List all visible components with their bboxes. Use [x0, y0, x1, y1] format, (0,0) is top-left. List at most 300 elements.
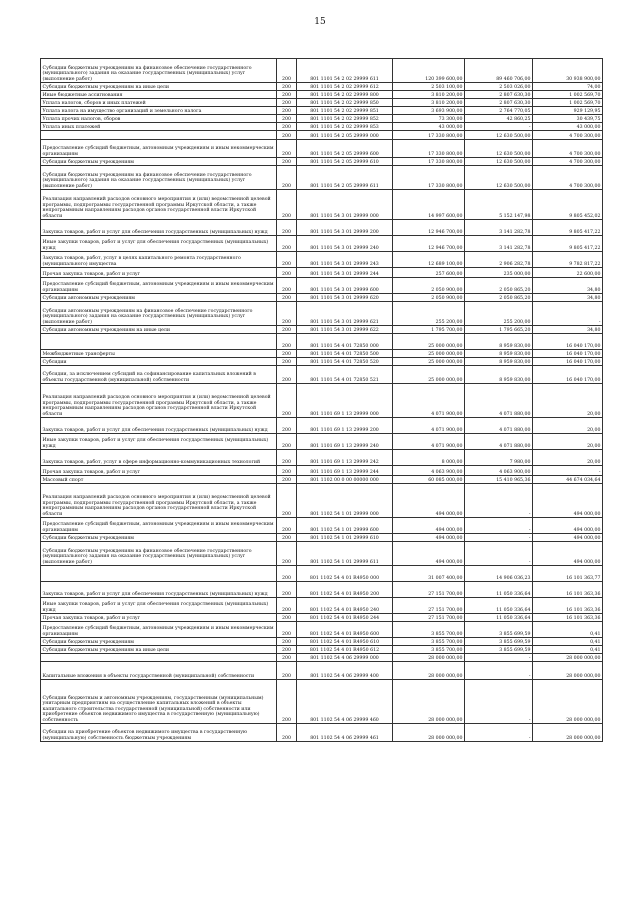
cell-name: Иные закупки товаров, работ и услуг для обеспечения государственных (муниципальных) нужд — [41, 434, 277, 450]
cell-plan: 4 063 900,00 — [393, 466, 465, 476]
cell-remainder: 494 000,00 — [533, 534, 603, 542]
cell-remainder: 34,80 — [533, 278, 603, 294]
cell-code: 200 — [277, 166, 297, 190]
cell-remainder: 22 600,00 — [533, 268, 603, 278]
cell-kbk: 801 1102 54 4 06 29999 460 — [297, 680, 393, 724]
table-row — [41, 566, 603, 582]
cell-remainder: 16 040 170,00 — [533, 350, 603, 358]
cell-code: 200 — [277, 302, 297, 326]
cell-name: Субсидии бюджетным учреждениям — [41, 534, 277, 542]
cell-code: 200 — [277, 115, 297, 123]
cell-code: 200 — [277, 236, 297, 252]
cell-remainder: 4 700 300,00 — [533, 158, 603, 166]
cell-fact: 8 959 830,00 — [465, 366, 533, 384]
cell-remainder: 20,00 — [533, 418, 603, 434]
table-row — [41, 123, 603, 131]
cell-kbk: 801 1102 54 1 01 29999 610 — [297, 534, 393, 542]
cell-plan: 494 000,00 — [393, 534, 465, 542]
cell-kbk: 801 1102 54 4 01 R4950 600 — [297, 622, 393, 638]
cell-kbk: 801 1101 54 2 02 29999 853 — [297, 123, 393, 131]
cell-name: Субсидии — [41, 358, 277, 366]
cell-remainder: 20,00 — [533, 450, 603, 466]
table-row — [41, 466, 603, 476]
cell-plan: 25 000 000,00 — [393, 334, 465, 350]
cell-remainder: 494 000,00 — [533, 484, 603, 518]
cell-plan: 28 000 000,00 — [393, 680, 465, 724]
cell-remainder: 34,80 — [533, 294, 603, 302]
cell-fact: 3 855 699,59 — [465, 638, 533, 646]
cell-code: 200 — [277, 518, 297, 534]
cell-kbk: 801 1101 54 2 05 29999 610 — [297, 158, 393, 166]
cell-code: 200 — [277, 350, 297, 358]
cell-plan: 4 071 900,00 — [393, 418, 465, 434]
cell-remainder: 9 805 417,22 — [533, 236, 603, 252]
cell-remainder: 28 000 000,00 — [533, 724, 603, 742]
cell-name: Уплата прочих налогов, сборов — [41, 115, 277, 123]
cell-fact: 4 071 880,00 — [465, 384, 533, 418]
cell-fact: 11 050 336,64 — [465, 598, 533, 614]
cell-remainder: 16 101 363,36 — [533, 614, 603, 622]
cell-code: 200 — [277, 646, 297, 654]
cell-code: 200 — [277, 358, 297, 366]
cell-plan: 31 007 400,00 — [393, 566, 465, 582]
cell-plan: 25 000 000,00 — [393, 350, 465, 358]
cell-code: 200 — [277, 598, 297, 614]
cell-code: 200 — [277, 91, 297, 99]
cell-fact: 4 063 900,00 — [465, 466, 533, 476]
cell-kbk: 801 1102 54 4 06 29999 000 — [297, 654, 393, 662]
cell-kbk: 801 1101 69 1 13 29999 200 — [297, 418, 393, 434]
cell-fact: 235 000,00 — [465, 268, 533, 278]
table-row — [41, 680, 603, 724]
cell-remainder: 16 101 363,36 — [533, 582, 603, 598]
table-row — [41, 131, 603, 140]
cell-fact: - — [465, 534, 533, 542]
cell-name: Предоставление субсидий бюджетным, автономным учреждениям и иным некоммерческим организациям — [41, 140, 277, 158]
cell-name — [41, 131, 277, 140]
cell-name: Межбюджетные трансферты — [41, 350, 277, 358]
table-row — [41, 622, 603, 638]
cell-fact: 15 410 965,36 — [465, 476, 533, 484]
cell-name: Субсидии автономным учреждениям на финансовое обеспечение государственного (муниципального) задания на оказание государственных (муниципальных) услуг (выполнение работ) — [41, 302, 277, 326]
cell-kbk: 801 1102 54 1 01 29999 600 — [297, 518, 393, 534]
cell-kbk: 801 1102 54 4 01 R4950 000 — [297, 566, 393, 582]
table-row — [41, 294, 603, 302]
cell-kbk: 801 1102 54 4 06 29999 400 — [297, 662, 393, 680]
table-row — [41, 384, 603, 418]
cell-name: Субсидии бюджетным учреждениям на иные цели — [41, 83, 277, 91]
cell-code: 200 — [277, 278, 297, 294]
cell-code: 200 — [277, 326, 297, 334]
cell-remainder: 1 002 569,70 — [533, 91, 603, 99]
cell-name: Субсидии на приобретение объектов недвижимого имущества в государственную (муниципальную) собственность бюджетным учреждениям — [41, 724, 277, 742]
cell-name: Иные бюджетные ассигнования — [41, 91, 277, 99]
cell-kbk: 801 1101 54 2 02 29999 850 — [297, 99, 393, 107]
cell-fact: - — [465, 680, 533, 724]
cell-name — [41, 334, 277, 350]
table-body — [41, 59, 603, 742]
table-row — [41, 158, 603, 166]
cell-fact: 3 855 699,59 — [465, 646, 533, 654]
cell-fact: - — [465, 542, 533, 566]
cell-kbk: 801 1101 54 3 01 29999 000 — [297, 190, 393, 220]
cell-remainder: 4 700 300,00 — [533, 140, 603, 158]
cell-name: Массовый спорт — [41, 476, 277, 484]
cell-kbk: 801 1101 54 3 01 29999 243 — [297, 252, 393, 268]
cell-kbk: 801 1101 54 4 01 72850 500 — [297, 350, 393, 358]
table-row — [41, 166, 603, 190]
cell-remainder: 494 000,00 — [533, 518, 603, 534]
table-row — [41, 582, 603, 598]
cell-remainder: 16 101 363,77 — [533, 566, 603, 582]
cell-code: 200 — [277, 638, 297, 646]
table-row — [41, 724, 603, 742]
cell-kbk: 801 1101 54 3 01 29999 620 — [297, 294, 393, 302]
cell-remainder: 74,00 — [533, 83, 603, 91]
cell-plan: 2 050 900,00 — [393, 294, 465, 302]
cell-remainder: 0,41 — [533, 622, 603, 638]
table-row — [41, 518, 603, 534]
table-row — [41, 542, 603, 566]
cell-kbk: 801 1102 00 0 00 00000 000 — [297, 476, 393, 484]
cell-code: 200 — [277, 107, 297, 115]
cell-remainder: 16 040 170,00 — [533, 366, 603, 384]
cell-name: Иные закупки товаров, работ и услуг для обеспечения государственных (муниципальных) нужд — [41, 236, 277, 252]
cell-kbk: 801 1101 54 4 01 72850 521 — [297, 366, 393, 384]
cell-plan: 17 330 800,00 — [393, 158, 465, 166]
cell-name: Уплата налогов, сборов и иных платежей — [41, 99, 277, 107]
cell-plan: 28 000 000,00 — [393, 724, 465, 742]
cell-name: Иные закупки товаров, работ и услуг для обеспечения государственных (муниципальных) нужд — [41, 598, 277, 614]
cell-kbk: 801 1102 54 4 06 29999 461 — [297, 724, 393, 742]
cell-kbk: 801 1101 54 4 01 72850 520 — [297, 358, 393, 366]
cell-remainder: 20,00 — [533, 434, 603, 450]
cell-fact: 3 141 282,78 — [465, 220, 533, 236]
cell-plan: 28 000 000,00 — [393, 662, 465, 680]
table-row — [41, 220, 603, 236]
cell-plan: 8 000,00 — [393, 450, 465, 466]
cell-name: Предоставление субсидий бюджетным, автономным учреждениям и иным некоммерческим организациям — [41, 518, 277, 534]
cell-name: Уплата налога на имущество организаций и земельного налога — [41, 107, 277, 115]
cell-name: Закупка товаров, работ и услуг для обеспечения государственных (муниципальных) нужд — [41, 418, 277, 434]
cell-kbk: 801 1101 69 1 13 29999 242 — [297, 450, 393, 466]
cell-remainder: 34,80 — [533, 326, 603, 334]
cell-remainder: 44 674 034,64 — [533, 476, 603, 484]
cell-code: 200 — [277, 662, 297, 680]
cell-kbk: 801 1101 54 2 05 29999 000 — [297, 131, 393, 140]
cell-kbk: 801 1101 54 2 02 29999 800 — [297, 91, 393, 99]
table-row — [41, 190, 603, 220]
cell-name: Субсидии бюджетным и автономным учреждениям, государственным (муниципальным) унитарным предприятиям на осуществление капитальных вложений в объекты капитального строительства государственной (муниципальной) собственности или приобретение объектов недвижимого имущества в государственную (муниципальную) собственность — [41, 680, 277, 724]
cell-fact: 4 071 880,00 — [465, 418, 533, 434]
table-row — [41, 252, 603, 268]
cell-remainder: - — [533, 466, 603, 476]
cell-remainder: 494 000,00 — [533, 542, 603, 566]
cell-plan: 2 503 100,00 — [393, 83, 465, 91]
cell-fact: 2 050 865,20 — [465, 278, 533, 294]
table-row — [41, 278, 603, 294]
cell-name: Субсидии бюджетным учреждениям на финансовое обеспечение государственного (муниципального) задания на оказание государственных (муниципальных) услуг (выполнение работ) — [41, 542, 277, 566]
cell-code: 200 — [277, 123, 297, 131]
cell-name: Субсидии бюджетным учреждениям на финансовое обеспечение государственного (муниципального) задания на оказание государственных (муниципальных) услуг (выполнение работ) — [41, 166, 277, 190]
cell-plan: 27 151 700,00 — [393, 614, 465, 622]
cell-name: Прочая закупка товаров, работ и услуг — [41, 466, 277, 476]
cell-kbk: 801 1101 54 2 02 29999 852 — [297, 115, 393, 123]
cell-code: 200 — [277, 59, 297, 83]
table-row — [41, 326, 603, 334]
cell-fact: 2 807 630,30 — [465, 91, 533, 99]
cell-code: 200 — [277, 294, 297, 302]
cell-fact: - — [465, 654, 533, 662]
cell-fact: - — [465, 518, 533, 534]
cell-remainder: 28 000 000,00 — [533, 654, 603, 662]
cell-fact: 89 460 706,00 — [465, 59, 533, 83]
cell-plan: 3 810 200,00 — [393, 99, 465, 107]
cell-name: Прочая закупка товаров, работ и услуг — [41, 614, 277, 622]
cell-plan: 494 000,00 — [393, 484, 465, 518]
cell-code: 200 — [277, 220, 297, 236]
table-row — [41, 268, 603, 278]
cell-plan: 120 399 600,00 — [393, 59, 465, 83]
cell-remainder: 16 040 170,00 — [533, 334, 603, 350]
cell-fact: 2 764 770,05 — [465, 107, 533, 115]
table-row — [41, 638, 603, 646]
cell-remainder: 43 000,00 — [533, 123, 603, 131]
cell-remainder: 30 938 900,00 — [533, 59, 603, 83]
cell-code: 200 — [277, 450, 297, 466]
cell-fact: 5 152 147,98 — [465, 190, 533, 220]
table-row — [41, 236, 603, 252]
cell-fact: 8 959 830,00 — [465, 334, 533, 350]
cell-kbk: 801 1101 54 3 01 29999 622 — [297, 326, 393, 334]
cell-plan: 3 855 700,00 — [393, 622, 465, 638]
cell-kbk: 801 1102 54 4 01 R4950 610 — [297, 638, 393, 646]
cell-plan: 2 050 900,00 — [393, 278, 465, 294]
table-row — [41, 476, 603, 484]
cell-code: 200 — [277, 434, 297, 450]
cell-plan: 43 000,00 — [393, 123, 465, 131]
cell-plan: 12 689 100,00 — [393, 252, 465, 268]
cell-code: 200 — [277, 622, 297, 638]
cell-fact: 12 630 500,00 — [465, 166, 533, 190]
cell-plan: 12 946 700,00 — [393, 220, 465, 236]
cell-fact: 11 050 336,64 — [465, 582, 533, 598]
cell-fact: 3 855 699,59 — [465, 622, 533, 638]
cell-code: 200 — [277, 131, 297, 140]
cell-kbk: 801 1102 54 1 01 29999 000 — [297, 484, 393, 518]
cell-code: 200 — [277, 566, 297, 582]
cell-kbk: 801 1101 54 3 01 29999 600 — [297, 278, 393, 294]
cell-plan: 12 946 700,00 — [393, 236, 465, 252]
cell-kbk: 801 1101 54 2 02 29999 612 — [297, 83, 393, 91]
cell-code: 200 — [277, 534, 297, 542]
cell-name — [41, 566, 277, 582]
cell-remainder: 30 439,75 — [533, 115, 603, 123]
cell-code: 200 — [277, 268, 297, 278]
cell-code: 200 — [277, 542, 297, 566]
cell-name: Субсидии, за исключением субсидий на софинансирование капитальных вложений в объекты государственной (муниципальной) собственности — [41, 366, 277, 384]
cell-fact: 4 071 880,00 — [465, 434, 533, 450]
cell-kbk: 801 1102 54 4 01 R4950 612 — [297, 646, 393, 654]
cell-fact: 255 200,00 — [465, 302, 533, 326]
cell-remainder: 0,41 — [533, 638, 603, 646]
cell-kbk: 801 1101 54 4 01 72850 000 — [297, 334, 393, 350]
cell-remainder: 4 700 300,00 — [533, 131, 603, 140]
cell-plan: 257 600,00 — [393, 268, 465, 278]
page-number: 15 — [314, 17, 326, 27]
cell-plan: 4 071 900,00 — [393, 434, 465, 450]
cell-plan: 1 795 700,00 — [393, 326, 465, 334]
cell-code: 200 — [277, 654, 297, 662]
cell-name: Предоставление субсидий бюджетным, автономным учреждениям и иным некоммерческим организациям — [41, 278, 277, 294]
cell-kbk: 801 1101 54 2 02 29999 611 — [297, 59, 393, 83]
cell-plan: 494 000,00 — [393, 542, 465, 566]
cell-code: 200 — [277, 99, 297, 107]
table-row — [41, 99, 603, 107]
cell-name: Капитальные вложения в объекты государственной (муниципальной) собственности — [41, 662, 277, 680]
cell-fact: 3 141 282,78 — [465, 236, 533, 252]
table-row — [41, 484, 603, 518]
cell-code: 200 — [277, 334, 297, 350]
cell-kbk: 801 1101 69 1 13 29999 000 — [297, 384, 393, 418]
cell-plan: 17 330 800,00 — [393, 166, 465, 190]
cell-kbk: 801 1101 69 1 13 29999 244 — [297, 466, 393, 476]
table-row — [41, 350, 603, 358]
cell-fact: 1 795 665,20 — [465, 326, 533, 334]
cell-fact: 8 959 830,00 — [465, 350, 533, 358]
cell-name: Закупка товаров, работ, услуг в целях капитального ремонта государственного (муниципального) имущества — [41, 252, 277, 268]
cell-code: 200 — [277, 476, 297, 484]
cell-code: 200 — [277, 190, 297, 220]
cell-remainder: 9 805 417,22 — [533, 220, 603, 236]
table-row — [41, 646, 603, 654]
cell-code: 200 — [277, 140, 297, 158]
cell-code: 200 — [277, 418, 297, 434]
table-row — [41, 107, 603, 115]
table-row — [41, 115, 603, 123]
table-row — [41, 366, 603, 384]
cell-kbk: 801 1101 54 3 01 29999 200 — [297, 220, 393, 236]
table-row — [41, 418, 603, 434]
cell-plan: 3 855 700,00 — [393, 646, 465, 654]
cell-fact: - — [465, 724, 533, 742]
cell-fact: 12 630 500,00 — [465, 140, 533, 158]
table-row — [41, 434, 603, 450]
cell-code: 200 — [277, 466, 297, 476]
cell-plan: 14 997 600,00 — [393, 190, 465, 220]
cell-code: 200 — [277, 680, 297, 724]
cell-plan: 28 000 000,00 — [393, 654, 465, 662]
cell-remainder: 4 700 300,00 — [533, 166, 603, 190]
cell-plan: 3 693 900,00 — [393, 107, 465, 115]
table-row — [41, 450, 603, 466]
table-row — [41, 654, 603, 662]
cell-remainder: 929 129,95 — [533, 107, 603, 115]
table-row — [41, 662, 603, 680]
cell-plan: 25 000 000,00 — [393, 366, 465, 384]
cell-plan: 60 085 000,00 — [393, 476, 465, 484]
table-row — [41, 59, 603, 83]
table-row — [41, 598, 603, 614]
cell-kbk: 801 1102 54 4 01 R4950 200 — [297, 582, 393, 598]
cell-name: Субсидии бюджетным учреждениям на финансовое обеспечение государственного (муниципального) задания на оказание государственных (муниципальных) услуг (выполнение работ) — [41, 59, 277, 83]
cell-remainder: 20,00 — [533, 384, 603, 418]
cell-plan: 3 810 200,00 — [393, 91, 465, 99]
cell-plan: 73 300,00 — [393, 115, 465, 123]
cell-fact: 7 980,00 — [465, 450, 533, 466]
cell-remainder: - — [533, 302, 603, 326]
cell-remainder: 28 000 000,00 — [533, 662, 603, 680]
cell-fact: 12 630 500,00 — [465, 131, 533, 140]
cell-kbk: 801 1102 54 4 01 R4950 244 — [297, 614, 393, 622]
cell-name: Реализация направлений расходов основного мероприятия и (или) ведомственной целевой программы, подпрограммы государственной программы Иркутской области, а также непрограммным направлениям расходов органов государственной власти Иркутской области — [41, 190, 277, 220]
cell-name: Субсидии бюджетным учреждениям — [41, 638, 277, 646]
cell-remainder: 0,41 — [533, 646, 603, 654]
cell-code: 200 — [277, 582, 297, 598]
cell-name: Реализация направлений расходов основного мероприятия и (или) ведомственной целевой программы, подпрограммы государственной программы Иркутской области, а также непрограммным направлениям расходов органов государственной власти Иркутской области — [41, 384, 277, 418]
cell-name: Субсидии автономным учреждениям на иные цели — [41, 326, 277, 334]
cell-code: 200 — [277, 366, 297, 384]
cell-name: Прочая закупка товаров, работ и услуг — [41, 268, 277, 278]
table-row — [41, 334, 603, 350]
cell-name: Закупка товаров, работ, услуг в сфере информационно-коммуникационных технологий — [41, 450, 277, 466]
cell-name: Реализация направлений расходов основного мероприятия и (или) ведомственной целевой программы, подпрограммы государственной программы Иркутской области, а также непрограммным направлениям расходов органов государственной власти Иркутской области — [41, 484, 277, 518]
cell-kbk: 801 1101 54 3 01 29999 621 — [297, 302, 393, 326]
cell-fact: 2 503 026,00 — [465, 83, 533, 91]
table-row — [41, 614, 603, 622]
cell-fact: - — [465, 123, 533, 131]
cell-code: 200 — [277, 158, 297, 166]
cell-kbk: 801 1101 54 2 05 29999 600 — [297, 140, 393, 158]
cell-remainder: 16 040 170,00 — [533, 358, 603, 366]
cell-kbk: 801 1101 54 3 01 29999 244 — [297, 268, 393, 278]
cell-kbk: 801 1101 54 3 01 29999 240 — [297, 236, 393, 252]
cell-fact: 42 860,25 — [465, 115, 533, 123]
cell-code: 200 — [277, 252, 297, 268]
cell-plan: 494 000,00 — [393, 518, 465, 534]
table-row — [41, 83, 603, 91]
cell-remainder: 16 101 363,36 — [533, 598, 603, 614]
cell-plan: 17 330 800,00 — [393, 140, 465, 158]
cell-code: 200 — [277, 724, 297, 742]
cell-name: Субсидии бюджетным учреждениям на иные цели — [41, 646, 277, 654]
cell-code: 200 — [277, 484, 297, 518]
cell-plan: 25 000 000,00 — [393, 358, 465, 366]
cell-code: 200 — [277, 614, 297, 622]
cell-kbk: 801 1102 54 4 01 R4950 240 — [297, 598, 393, 614]
cell-kbk: 801 1102 54 1 01 29999 611 — [297, 542, 393, 566]
table-row — [41, 140, 603, 158]
cell-fact: - — [465, 484, 533, 518]
cell-fact: 14 906 036,23 — [465, 566, 533, 582]
cell-kbk: 801 1101 69 1 13 29999 240 — [297, 434, 393, 450]
cell-kbk: 801 1101 54 2 05 29999 611 — [297, 166, 393, 190]
cell-fact: 8 959 830,00 — [465, 358, 533, 366]
cell-plan: 4 071 900,00 — [393, 384, 465, 418]
cell-plan: 255 200,00 — [393, 302, 465, 326]
cell-fact: 2 906 282,78 — [465, 252, 533, 268]
cell-remainder: 28 000 000,00 — [533, 680, 603, 724]
cell-fact: 2 807 630,30 — [465, 99, 533, 107]
cell-fact: 11 050 336,64 — [465, 614, 533, 622]
cell-remainder: 1 002 569,70 — [533, 99, 603, 107]
cell-code: 200 — [277, 384, 297, 418]
budget-execution-table — [40, 58, 603, 742]
cell-remainder: 9 782 817,22 — [533, 252, 603, 268]
cell-remainder: 9 805 452,02 — [533, 190, 603, 220]
cell-fact: - — [465, 662, 533, 680]
cell-kbk: 801 1101 54 2 02 29999 851 — [297, 107, 393, 115]
